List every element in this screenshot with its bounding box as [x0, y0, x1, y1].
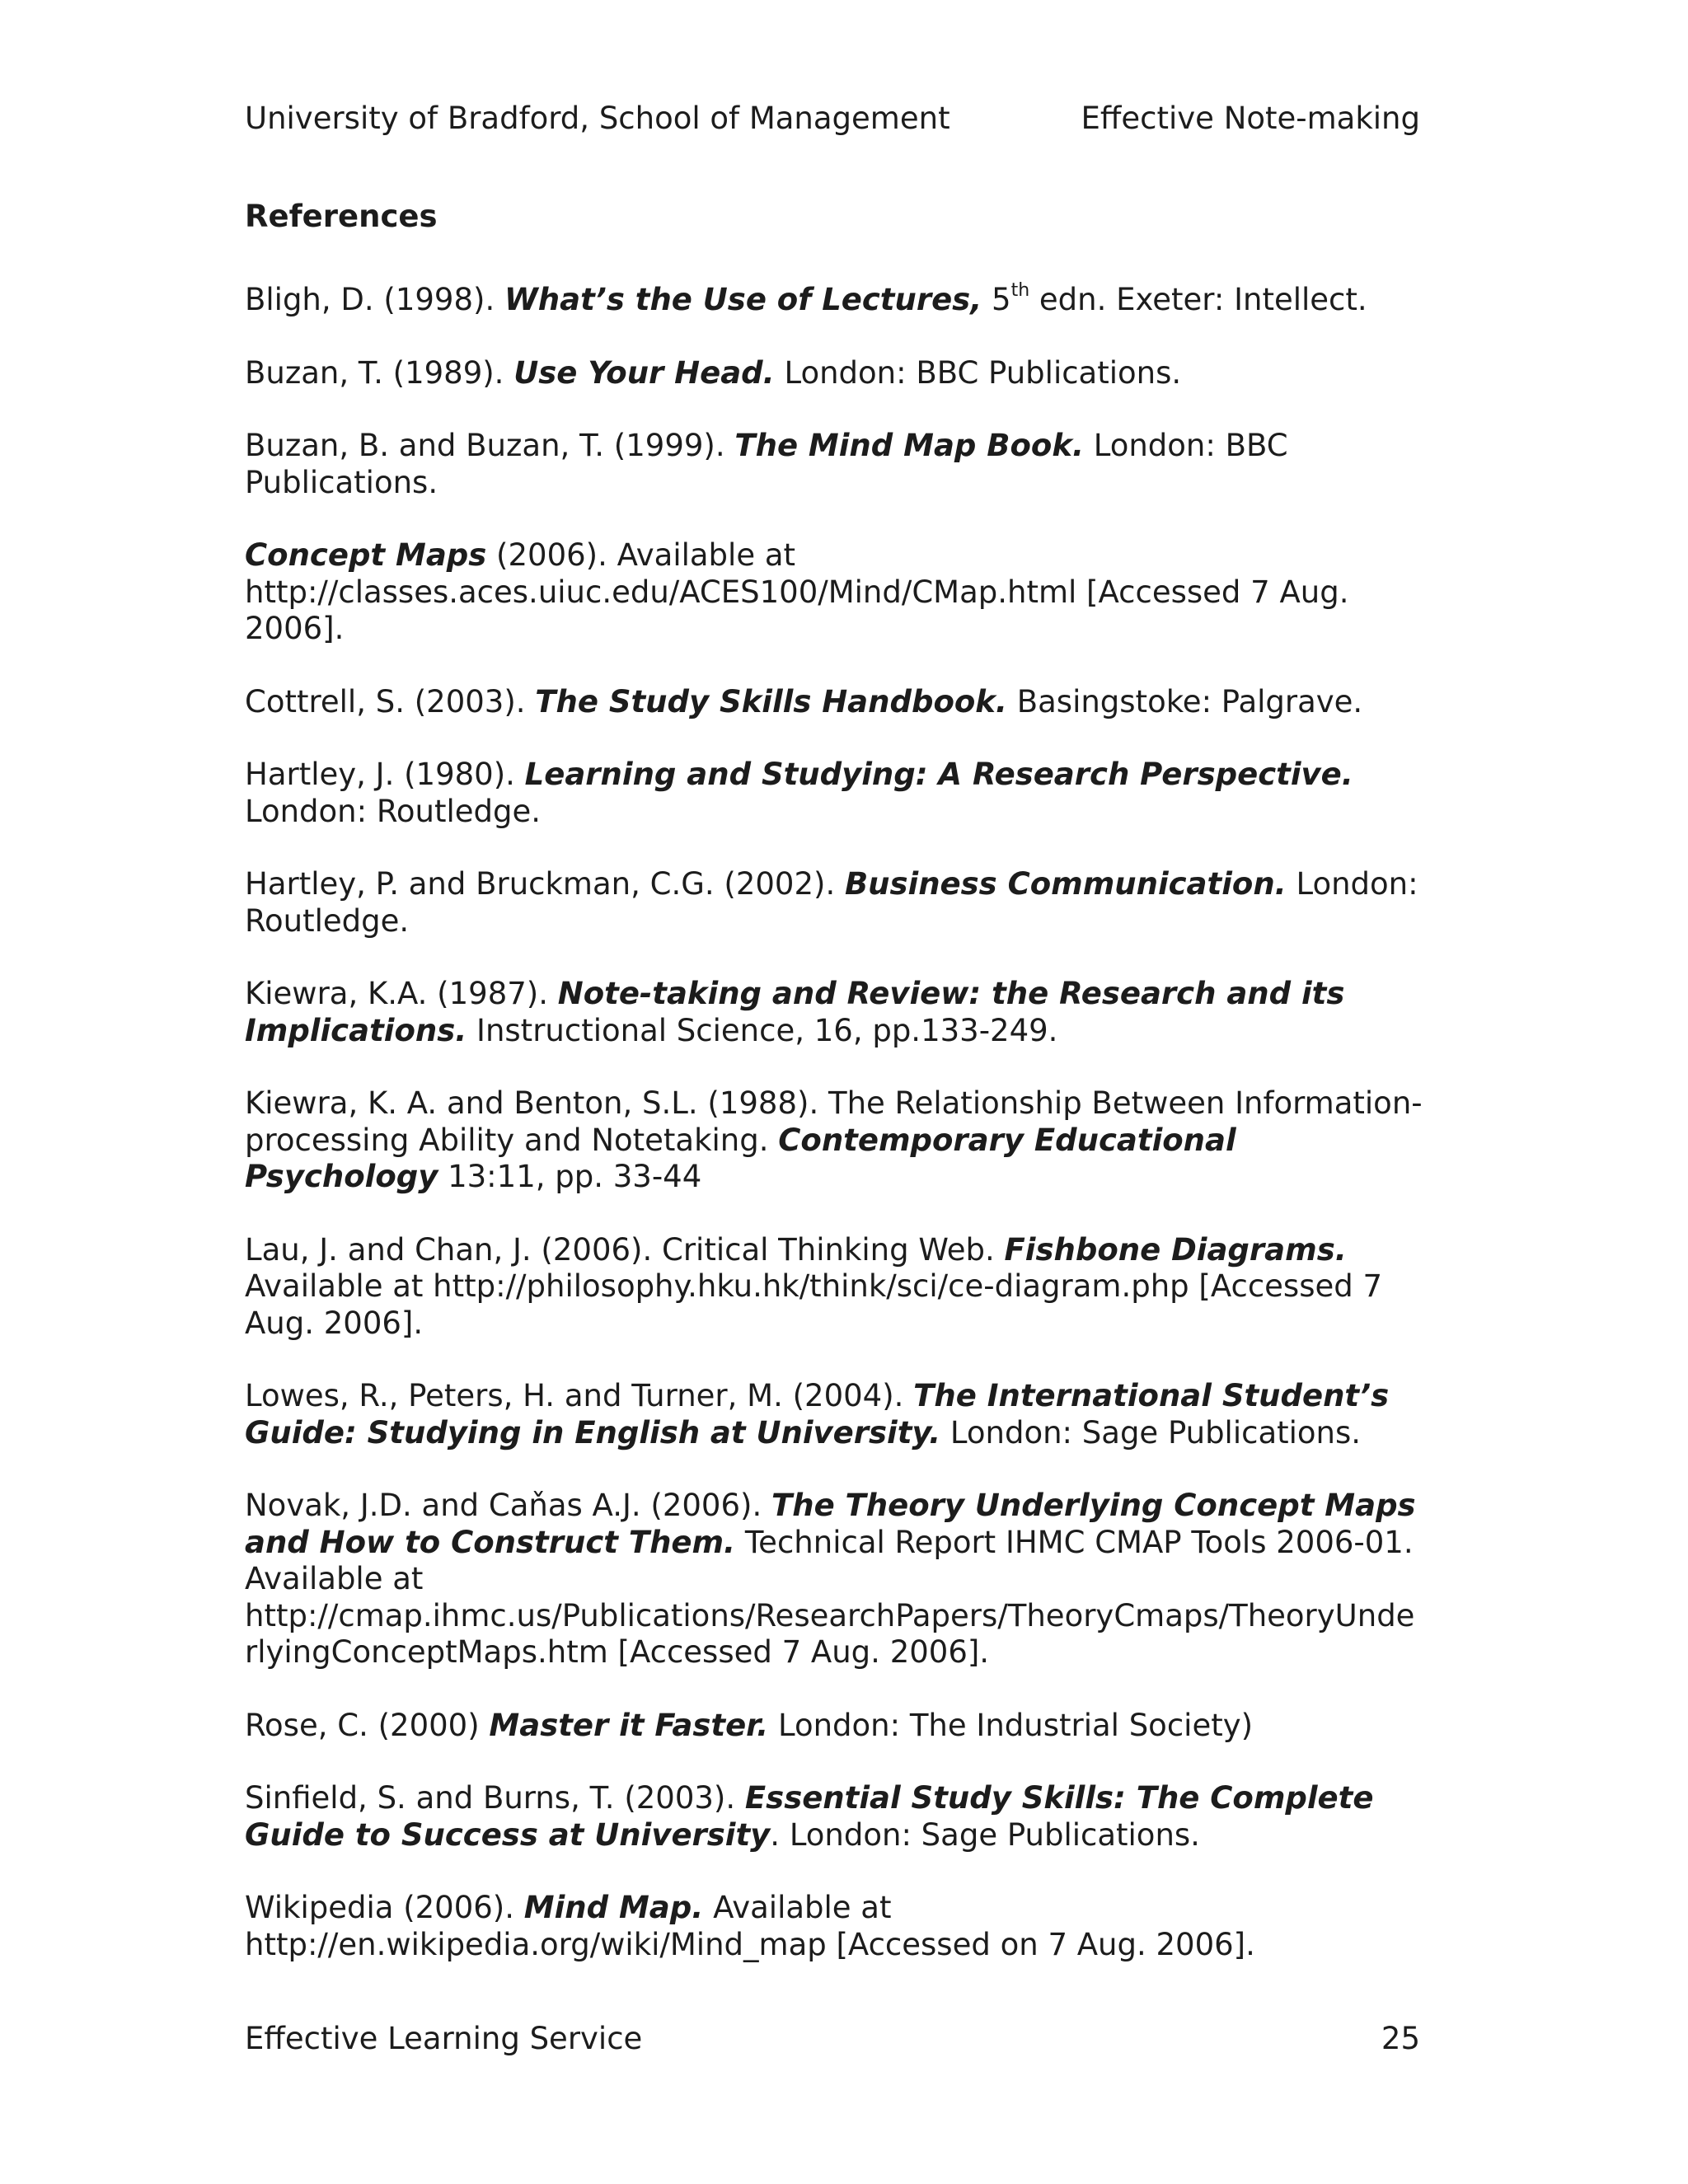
reference-author: Buzan, B. and Buzan, T. (1999).	[245, 428, 735, 463]
reference-hartley-2002	[245, 866, 1425, 940]
reference-title: Fishbone Diagrams.	[1004, 1231, 1347, 1268]
reference-lowes-2004	[245, 1378, 1425, 1451]
reference-title: Contemporary Educational Psychology	[245, 1122, 1236, 1194]
reference-author: Buzan, T. (1989).	[245, 354, 514, 391]
reference-publisher: London: BBC Publications.	[774, 354, 1182, 391]
reference-kiewra-1987	[245, 976, 1425, 1049]
reference-buzan-1999	[245, 428, 1425, 501]
reference-author: Rose, C. (2000)	[245, 1707, 490, 1743]
reference-url: Available at http://philosophy.hku.hk/think/sci/ce-diagram.php [Accessed 7 Aug. 2006].	[245, 1268, 1383, 1341]
page-number: 25	[1381, 2021, 1420, 2056]
reference-publisher: London: Routledge.	[245, 793, 542, 829]
reference-publisher: . London: Sage Publications.	[770, 1816, 1200, 1853]
reference-rose-2000	[245, 1708, 1425, 1745]
reference-url: http://classes.aces.uiuc.edu/ACES100/Mind/CMap.html [Accessed 7 Aug. 2006].	[245, 574, 1349, 646]
reference-list	[245, 282, 1425, 1999]
header-document-title: Effective Note-making	[1081, 101, 1420, 136]
reference-title: Learning and Studying: A Research Perspective.	[524, 757, 1353, 792]
reference-title: Essential Study Skills: The Complete Guide to Success at University	[245, 1780, 1374, 1853]
reference-title: The International Student’s Guide: Studying in English at University.	[245, 1378, 1390, 1451]
reference-buzan-1989	[245, 355, 1425, 392]
reference-author: Kiewra, K.A. (1987).	[245, 976, 558, 1011]
reference-publisher: edn. Exeter: Intellect.	[1029, 282, 1367, 317]
reference-publisher: Basingstoke: Palgrave.	[1006, 683, 1363, 719]
reference-edition: 5	[982, 282, 1011, 317]
reference-title: Use Your Head.	[513, 354, 775, 391]
reference-wikipedia-2006	[245, 1890, 1425, 1963]
reference-author: Bligh, D. (1998).	[245, 282, 504, 317]
reference-lau-2006	[245, 1232, 1425, 1343]
reference-availability: Available at	[703, 1890, 892, 1925]
reference-publisher: London: Sage Publications.	[940, 1414, 1362, 1451]
reference-publisher: London: Routledge.	[245, 866, 1418, 939]
reference-bligh-1998	[245, 282, 1425, 319]
reference-title: Master it Faster.	[489, 1707, 769, 1743]
reference-cottrell-2003	[245, 684, 1425, 721]
reference-author: Lau, J. and Chan, J. (2006). Critical Thinking Web.	[245, 1231, 1005, 1268]
reference-title: Mind Map.	[523, 1890, 704, 1925]
reference-author: Wikipedia (2006).	[245, 1890, 524, 1925]
reference-journal: Instructional Science, 16, pp.133-249.	[467, 1012, 1058, 1048]
reference-volume: 13:11, pp. 33-44	[438, 1159, 702, 1194]
reference-accessed: rlyingConceptMaps.htm [Accessed 7 Aug. 2006].	[245, 1634, 990, 1670]
reference-title: What’s the Use of Lectures,	[504, 282, 982, 317]
reference-novak-2006	[245, 1488, 1425, 1671]
page-footer	[245, 2018, 1420, 2060]
reference-author: Hartley, J. (1980).	[245, 757, 525, 792]
page-header	[245, 97, 1420, 140]
references-heading: References	[245, 199, 438, 234]
reference-author: Kiewra, K. A. and Benton, S.L. (1988). The Relationship Between Information-processing Ability and Notetaking.	[245, 1085, 1423, 1158]
reference-url: http://cmap.ihmc.us/Publications/ResearchPapers/TheoryCmaps/TheoryUnde	[245, 1597, 1415, 1633]
reference-title: The Mind Map Book.	[734, 428, 1084, 463]
reference-sinfield-2003	[245, 1780, 1425, 1854]
reference-report: Technical Report IHMC CMAP Tools 2006-01. Available at	[245, 1524, 1414, 1596]
reference-title: The Theory Underlying Concept Maps and How to Construct Them.	[245, 1488, 1416, 1560]
reference-title: Note-taking and Review: the Research and its Implications.	[245, 976, 1345, 1048]
header-institution: University of Bradford, School of Management	[245, 101, 950, 136]
reference-author: Novak, J.D. and Caňas A.J. (2006).	[245, 1488, 771, 1523]
reference-superscript: th	[1010, 280, 1030, 301]
reference-concept-maps-2006	[245, 537, 1425, 648]
reference-author: Lowes, R., Peters, H. and Turner, M. (2004).	[245, 1378, 914, 1413]
reference-title: The Study Skills Handbook.	[535, 683, 1007, 719]
footer-service-name: Effective Learning Service	[245, 2021, 643, 2056]
reference-author: Cottrell, S. (2003).	[245, 683, 536, 719]
reference-kiewra-1988	[245, 1085, 1425, 1196]
reference-hartley-1980	[245, 757, 1425, 830]
reference-year: (2006). Available at	[486, 537, 796, 573]
reference-title: Business Communication.	[844, 866, 1287, 902]
reference-publisher: London: The Industrial Society)	[768, 1707, 1254, 1743]
reference-title: Concept Maps	[245, 537, 487, 573]
reference-author: Sinfield, S. and Burns, T. (2003).	[245, 1780, 745, 1816]
reference-publisher: London: BBC Publications.	[245, 428, 1288, 500]
reference-url: http://en.wikipedia.org/wiki/Mind_map [Accessed on 7 Aug. 2006].	[245, 1926, 1255, 1962]
reference-author: Hartley, P. and Bruckman, C.G. (2002).	[245, 866, 845, 902]
